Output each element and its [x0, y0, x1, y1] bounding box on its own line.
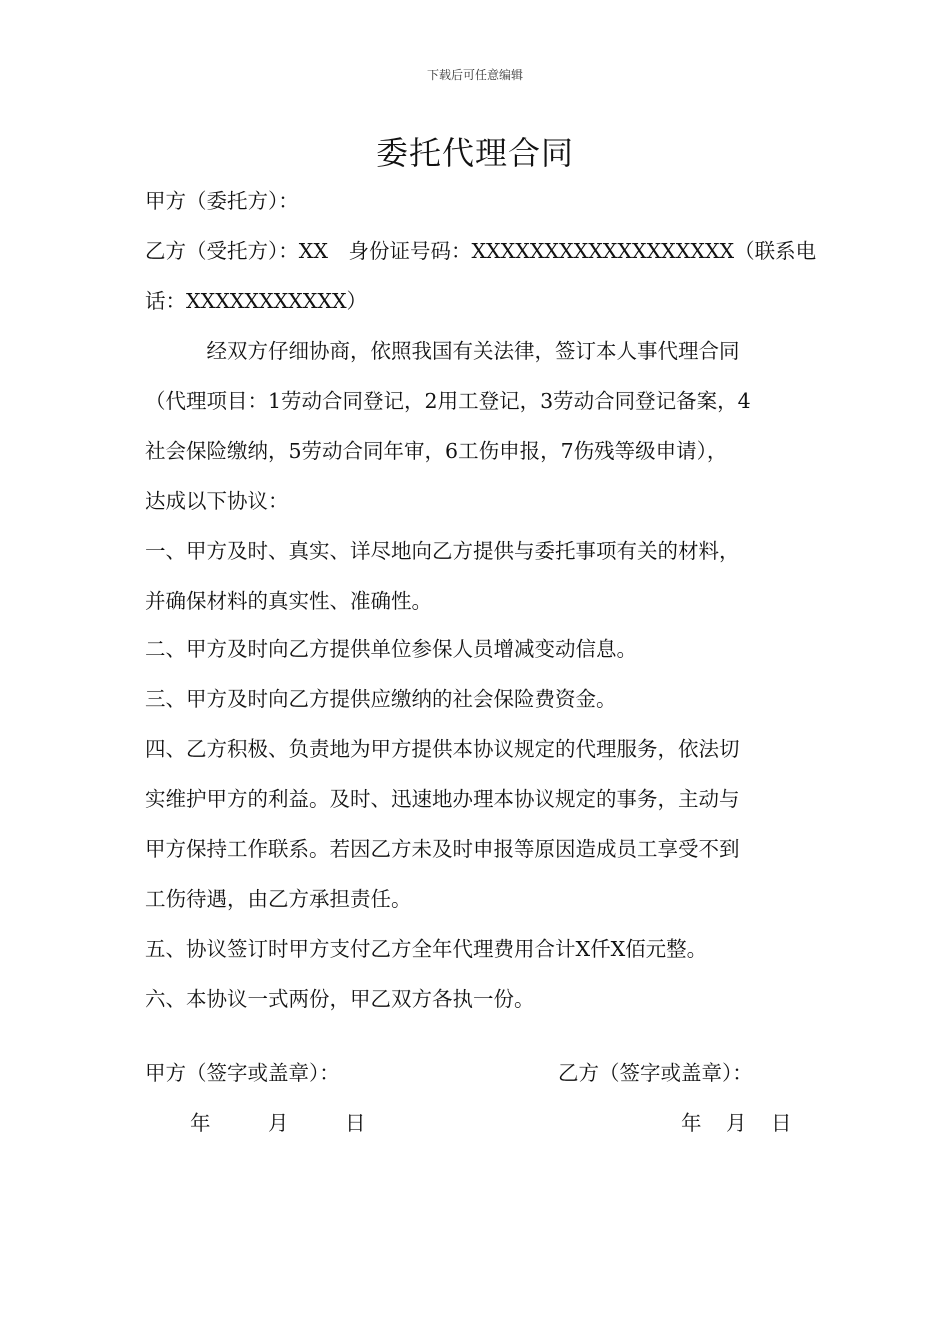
- header-note: 下载后可任意编辑: [426, 68, 523, 82]
- clause-2: 二、甲方及时向乙方提供单位参保人员增减变动信息。: [145, 637, 637, 661]
- intro-line: 达成以下协议：: [145, 489, 289, 513]
- party-b-line: 乙方（受托方）：XX 身份证号码：XXXXXXXXXXXXXXXXXX（联系电: [145, 239, 817, 263]
- party-b-date-day: 日: [771, 1111, 792, 1135]
- clause-3: 三、甲方及时向乙方提供应缴纳的社会保险费资金。: [145, 687, 617, 711]
- party-a-date-month: 月: [268, 1111, 289, 1135]
- party-b-date-year: 年: [681, 1111, 702, 1135]
- clause-1: 一、甲方及时、真实、详尽地向乙方提供与委托事项有关的材料，: [145, 539, 740, 563]
- party-a-date-day: 日: [345, 1111, 366, 1135]
- clause-4-cont: 甲方保持工作联系。若因乙方未及时申报等原因造成员工享受不到: [145, 837, 740, 861]
- clause-4-cont: 实维护甲方的利益。及时、迅速地办理本协议规定的事务，主动与: [145, 787, 740, 811]
- document-title: 委托代理合同: [375, 134, 574, 172]
- party-a-signature-label: 甲方（签字或盖章）：: [145, 1061, 340, 1085]
- clause-4: 四、乙方积极、负责地为甲方提供本协议规定的代理服务，依法切: [145, 737, 740, 761]
- party-b-date-month: 月: [726, 1111, 747, 1135]
- intro-line: 社会保险缴纳，5劳动合同年审，6工伤申报，7伤残等级申请），: [145, 439, 728, 463]
- clause-4-cont: 工伤待遇，由乙方承担责任。: [145, 887, 412, 911]
- party-b-phone-line: 话：XXXXXXXXXXX）: [145, 289, 368, 313]
- clause-1-cont: 并确保材料的真实性、准确性。: [145, 589, 432, 613]
- party-a-line: 甲方（委托方）：: [145, 189, 299, 213]
- intro-line: （代理项目：1劳动合同登记，2用工登记，3劳动合同登记备案，4: [145, 389, 751, 413]
- party-b-signature-label: 乙方（签字或盖章）：: [558, 1061, 753, 1085]
- clause-5: 五、协议签订时甲方支付乙方全年代理费用合计X仟X佰元整。: [145, 937, 708, 961]
- party-a-date-year: 年: [190, 1111, 211, 1135]
- clause-6: 六、本协议一式两份，甲乙双方各执一份。: [145, 987, 535, 1011]
- intro-line: 经双方仔细协商，依照我国有关法律，签订本人事代理合同: [145, 339, 740, 363]
